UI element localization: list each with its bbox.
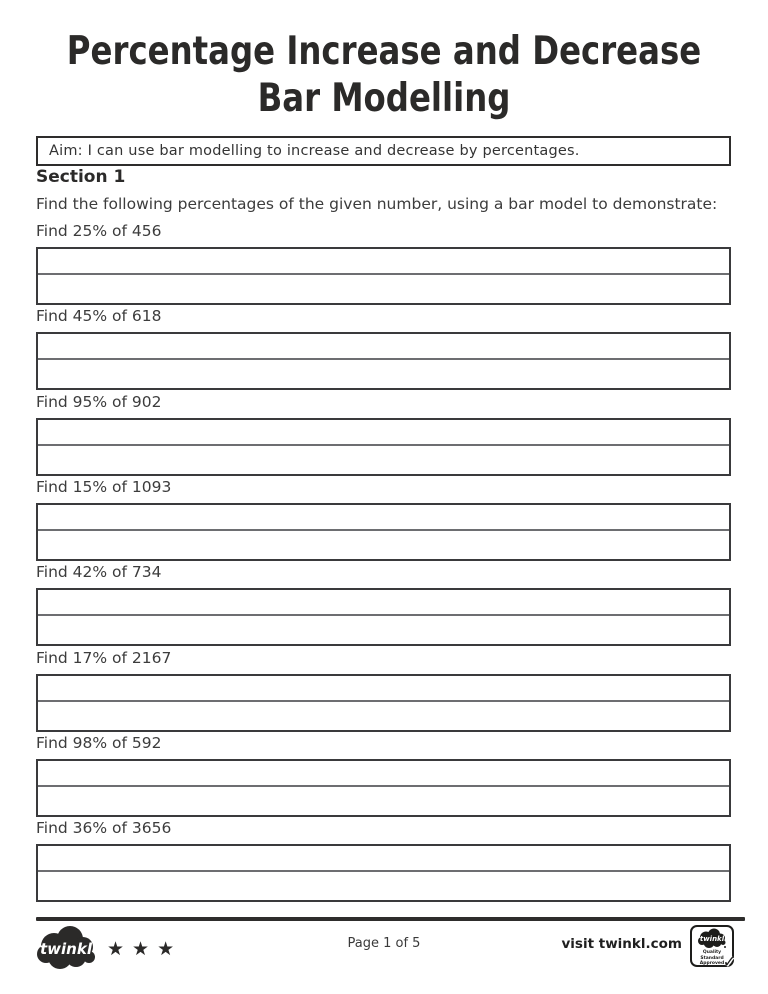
problem-label: Find 15% of 1093: [36, 477, 172, 496]
footer-divider-line: [36, 917, 745, 921]
bar-model-row-bottom: [38, 616, 729, 644]
aim-box: [36, 136, 731, 166]
bar-model-box: [36, 247, 731, 305]
bar-model-box: [36, 503, 731, 561]
page-title-line2: Bar Modelling: [257, 76, 511, 121]
problem-label: Find 42% of 734: [36, 563, 162, 582]
visit-twinkl-link[interactable]: visit twinkl.com: [561, 936, 682, 952]
badge-check-icon: ✓: [722, 952, 736, 971]
section-instruction: Find the following percentages of the given number, using a bar model to demonstrate:: [36, 195, 718, 213]
badge-quality-standard-text: Quality Standard: [700, 950, 724, 961]
quality-standard-badge: [690, 925, 736, 971]
bar-model-row-top: [38, 249, 729, 275]
problem-block: [36, 734, 731, 817]
page-number: Page 1 of 5: [347, 936, 421, 951]
badge-twinkl-cloud-icon: [695, 928, 729, 950]
bar-model-box: [36, 588, 731, 646]
bar-model-row-top: [38, 420, 729, 446]
problem-block: [36, 222, 731, 305]
bar-model-box: [36, 844, 731, 902]
bar-model-row-top: [38, 676, 729, 702]
bar-model-row-bottom: [38, 275, 729, 303]
page-title: [65, 28, 702, 122]
problem-block: [36, 563, 731, 646]
bar-model-row-top: [38, 846, 729, 872]
problem-block: [36, 819, 731, 902]
bar-model-row-top: [38, 334, 729, 360]
twinkl-logo-text: twinkl: [40, 940, 92, 958]
star-rating-icons: ★★★: [107, 938, 183, 960]
bar-model-row-top: [38, 761, 729, 787]
bar-model-row-bottom: [38, 360, 729, 388]
bar-model-row-top: [38, 590, 729, 616]
bar-model-row-top: [38, 505, 729, 531]
bar-model-box: [36, 759, 731, 817]
bar-model-box: [36, 332, 731, 390]
problem-block: [36, 478, 731, 561]
bar-model-box: [36, 418, 731, 476]
svg-text:twinkl: twinkl: [699, 935, 725, 943]
bar-model-row-bottom: [38, 531, 729, 559]
section-heading: Section 1: [36, 167, 126, 187]
bar-model-row-bottom: [38, 787, 729, 815]
problem-block: [36, 393, 731, 476]
badge-approved-text: Approved: [699, 961, 725, 966]
problem-label: Find 17% of 2167: [36, 648, 172, 667]
problem-label: Find 95% of 902: [36, 392, 162, 411]
problem-label: Find 36% of 3656: [36, 819, 172, 838]
problem-label: Find 98% of 592: [36, 733, 162, 752]
bar-model-row-bottom: [38, 702, 729, 730]
aim-text: Aim: I can use bar modelling to increase and decrease by percentages.: [49, 143, 580, 159]
page-title-line1: Percentage Increase and Decrease: [66, 29, 702, 74]
problem-block: [36, 307, 731, 390]
problem-block: [36, 649, 731, 732]
bar-model-box: [36, 674, 731, 732]
problem-label: Find 45% of 618: [36, 307, 162, 326]
problem-label: Find 25% of 456: [36, 222, 162, 240]
bar-model-row-bottom: [38, 446, 729, 474]
bar-model-row-bottom: [38, 872, 729, 900]
